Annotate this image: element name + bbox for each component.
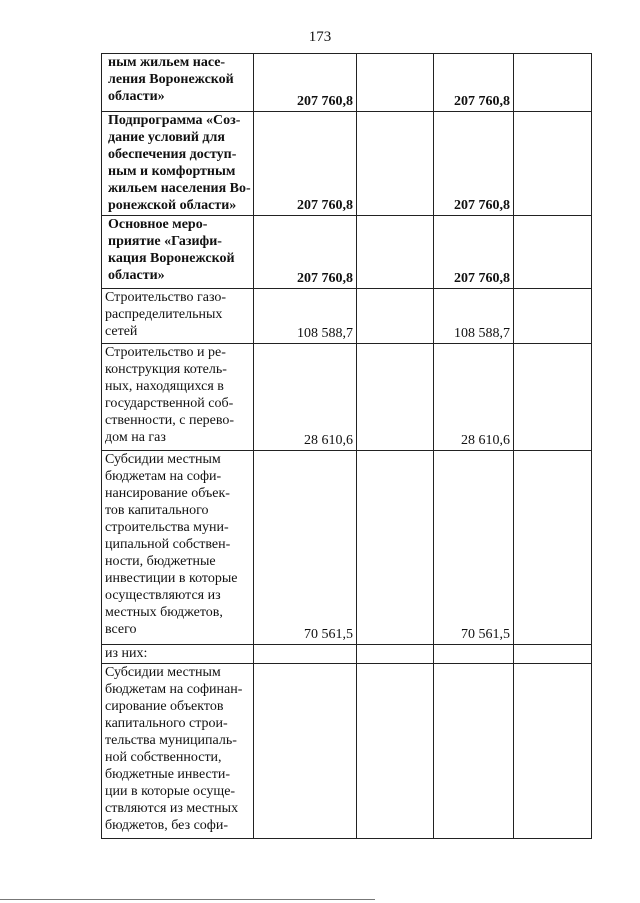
amount-cell: 207 760,8 <box>254 54 357 112</box>
page-number: 173 <box>308 29 332 45</box>
amount-cell <box>357 645 434 664</box>
row-description: Строительство газо- распределительных сетей <box>102 289 254 344</box>
table-row <box>102 54 592 112</box>
table-row <box>102 451 592 645</box>
amount-cell: 207 760,8 <box>434 216 514 289</box>
amount-cell: 70 561,5 <box>434 451 514 645</box>
amount-cell <box>514 112 592 216</box>
amount-cell <box>514 54 592 112</box>
amount-cell: 70 561,5 <box>254 451 357 645</box>
row-description: Подпрограмма «Соз- дание условий для обеспечения доступ- ным и комфортным жильем населения Во- ронежской области» <box>102 112 254 216</box>
amount-cell <box>357 54 434 112</box>
amount-cell <box>254 664 357 839</box>
budget-table <box>101 53 592 839</box>
table-row <box>102 289 592 344</box>
table-row <box>102 216 592 289</box>
amount-cell <box>254 645 357 664</box>
amount-cell <box>514 645 592 664</box>
amount-cell: 28 610,6 <box>434 344 514 451</box>
row-description: Основное меро- приятие «Газифи- кация Воронежской области» <box>102 216 254 289</box>
amount-cell <box>357 344 434 451</box>
amount-cell <box>434 664 514 839</box>
amount-cell: 207 760,8 <box>254 216 357 289</box>
amount-cell <box>357 451 434 645</box>
row-description: из них: <box>102 645 254 664</box>
row-description: Субсидии местным бюджетам на софи- нансирование объек- тов капитального строительства муни- ципальной собствен- ности, бюджетные инвестиции в которые осуществляются из местных бюджетов, всего <box>102 451 254 645</box>
row-description: ным жильем насе- ления Воронежской области» <box>102 54 254 112</box>
amount-cell: 108 588,7 <box>254 289 357 344</box>
amount-cell <box>357 112 434 216</box>
amount-cell <box>514 451 592 645</box>
table-row <box>102 645 592 664</box>
bottom-rule <box>0 899 375 900</box>
table-row <box>102 344 592 451</box>
amount-cell <box>357 664 434 839</box>
amount-cell: 207 760,8 <box>254 112 357 216</box>
amount-cell: 108 588,7 <box>434 289 514 344</box>
amount-cell <box>514 344 592 451</box>
amount-cell: 207 760,8 <box>434 112 514 216</box>
table-row <box>102 112 592 216</box>
amount-cell <box>357 216 434 289</box>
amount-cell <box>514 289 592 344</box>
amount-cell <box>514 664 592 839</box>
amount-cell: 28 610,6 <box>254 344 357 451</box>
amount-cell <box>514 216 592 289</box>
row-description: Строительство и ре- конструкция котель- ных, находящихся в государственной соб- ственности, с перево- дом на газ <box>102 344 254 451</box>
amount-cell <box>434 645 514 664</box>
table-row <box>102 664 592 839</box>
amount-cell: 207 760,8 <box>434 54 514 112</box>
amount-cell <box>357 289 434 344</box>
row-description: Субсидии местным бюджетам на софинан- сирование объектов капитального строи- тельства муниципаль- ной собственности, бюджетные инвести- ции в которые осуще- ствляются из местных бюджетов, без софи- <box>102 664 254 839</box>
